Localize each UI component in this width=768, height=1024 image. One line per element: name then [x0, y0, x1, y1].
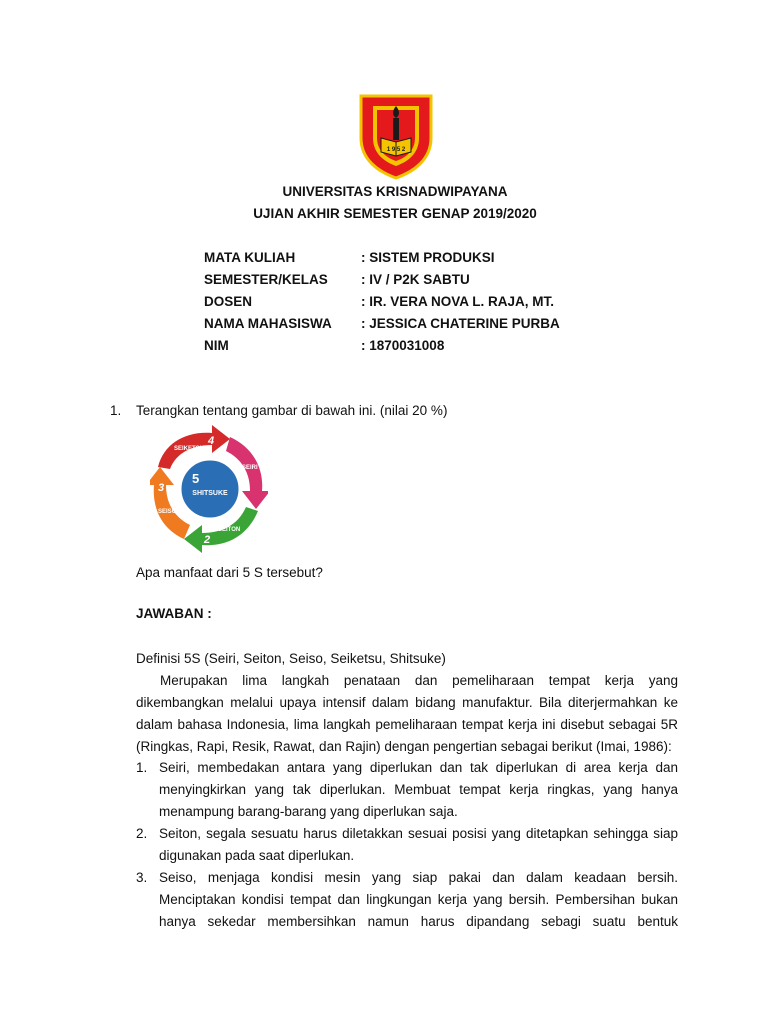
list-number: 1.: [136, 760, 148, 775]
list-item-line: menyingkirkan yang tak diperlukan. Membuat tempat kerja ringkas, yang hanya: [159, 782, 678, 797]
segment-number-3: 3: [158, 482, 165, 494]
paragraph-line: dikembangkan melalui upaya intensif dalam bidang manufaktur. Bila diterjermahkan ke: [136, 695, 678, 710]
info-value: : IV / P2K SABTU: [361, 272, 470, 287]
segment-label-seiton: SEITON: [218, 527, 241, 533]
info-value: : 1870031008: [361, 338, 445, 353]
answer-title: JAWABAN :: [136, 606, 212, 621]
list-number: 3.: [136, 870, 148, 885]
list-item-line: Seiton, segala sesuatu harus diletakkan sesuai posisi yang ditetapkan sehingga siap: [159, 826, 678, 841]
segment-number-1: 1: [252, 486, 259, 498]
paragraph-line: Merupakan lima langkah penataan dan pemeliharaan tempat kerja yang: [160, 673, 678, 688]
list-item-line: menampung barang-barang yang diperlukan saja.: [159, 804, 458, 819]
info-value: : SISTEM PRODUKSI: [361, 250, 495, 265]
question-number: 1.: [110, 403, 122, 418]
list-item-line: digunakan pada saat diperlukan.: [159, 848, 355, 863]
info-label: NAMA MAHASISWA: [204, 316, 332, 331]
center-label: SHITSUKE: [192, 490, 228, 497]
segment-label-seiri: SEIRI: [242, 465, 258, 471]
segment-number-2: 2: [204, 534, 211, 546]
question-text: Terangkan tentang gambar di bawah ini. (nilai 20 %): [136, 403, 448, 418]
list-item-line: Seiri, membedakan antara yang diperlukan dan tak diperlukan di area kerja dan: [159, 760, 678, 775]
info-label: SEMESTER/KELAS: [204, 272, 328, 287]
university-logo: [359, 92, 433, 180]
center-circle: [180, 459, 240, 519]
info-label: DOSEN: [204, 294, 253, 309]
list-number: 2.: [136, 826, 148, 841]
list-item-line: Seiso, menjaga kondisi mesin yang siap pakai dan dalam keadaan bersih.: [159, 870, 678, 885]
segment-number-4: 4: [208, 435, 215, 447]
segment-label-seiso: SEISO: [158, 509, 177, 515]
exam-title: UJIAN AKHIR SEMESTER GENAP 2019/2020: [253, 206, 537, 221]
list-item-line: Menciptakan kondisi tempat dan lingkungan kerja yang bersih. Pembersihan bukan: [159, 892, 678, 907]
sub-question: Apa manfaat dari 5 S tersebut?: [136, 565, 323, 580]
center-number: 5: [192, 471, 200, 486]
5s-diagram: [150, 425, 268, 553]
paragraph-line: (Ringkas, Rapi, Resik, Rawat, dan Rajin) dengan pengertian sebagai berikut (Imai, 1986):: [136, 739, 672, 754]
paragraph-line: dalam bahasa Indonesia, lima langkah pemeliharaan tempat kerja ini disebut sebagai 5R: [136, 717, 678, 732]
segment-label-seiketsu: SEIKETSU: [174, 446, 205, 452]
university-name: UNIVERSITAS KRISNADWIPAYANA: [282, 184, 508, 199]
definition-heading: Definisi 5S (Seiri, Seiton, Seiso, Seiketsu, Shitsuke): [136, 651, 446, 666]
info-value: : JESSICA CHATERINE PURBA: [361, 316, 560, 331]
logo-year: 1 9 5 2: [386, 147, 406, 153]
info-value: : IR. VERA NOVA L. RAJA, MT.: [361, 294, 555, 309]
list-item-line: hanya sekedar membersihkan namun harus dipandang sebagi suatu bentuk: [159, 914, 678, 929]
info-label: MATA KULIAH: [204, 250, 296, 265]
info-label: NIM: [204, 338, 229, 353]
